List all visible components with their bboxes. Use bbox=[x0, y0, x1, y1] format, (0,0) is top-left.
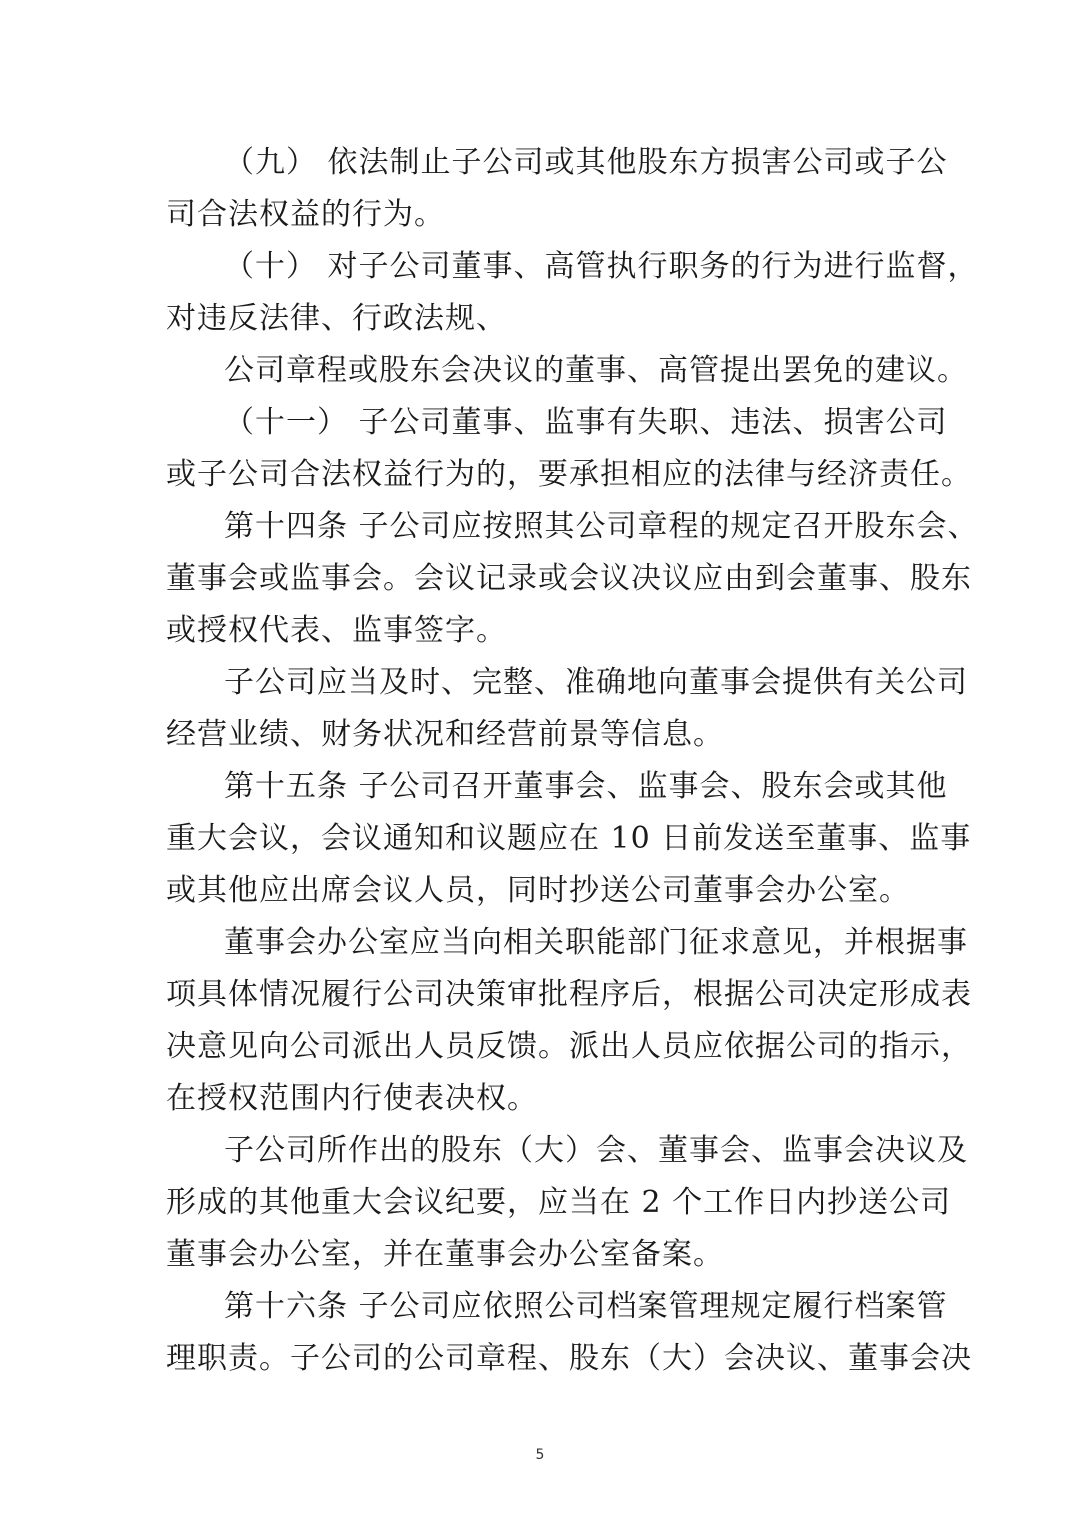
text-line: 第十四条 子公司应按照其公司章程的规定召开股东会、 bbox=[224, 509, 979, 544]
text-line: （九） 依法制止子公司或其他股东方损害公司或子公 bbox=[224, 145, 948, 180]
text-line: 第十六条 子公司应依照公司档案管理规定履行档案管 bbox=[224, 1289, 948, 1324]
text-line: 司合法权益的行为。 bbox=[166, 197, 445, 232]
text-line: 或其他应出席会议人员，同时抄送公司董事会办公室。 bbox=[166, 873, 910, 908]
text-line: 子公司应当及时、完整、准确地向董事会提供有关公司 bbox=[224, 665, 968, 700]
text-line: 理职责。子公司的公司章程、股东（大）会决议、董事会决 bbox=[166, 1341, 972, 1376]
text-line: （十） 对子公司董事、高管执行职务的行为进行监督， bbox=[224, 249, 979, 284]
text-line: 第十五条 子公司召开董事会、监事会、股东会或其他 bbox=[224, 769, 948, 804]
text-line: 形成的其他重大会议纪要，应当在 2 个工作日内抄送公司 bbox=[166, 1185, 952, 1220]
text-line: 董事会办公室，并在董事会办公室备案。 bbox=[166, 1237, 724, 1272]
text-line: 重大会议，会议通知和议题应在 10 日前发送至董事、监事 bbox=[166, 821, 972, 856]
text-line: 子公司所作出的股东（大）会、董事会、监事会决议及 bbox=[224, 1133, 968, 1168]
text-line: 决意见向公司派出人员反馈。派出人员应依据公司的指示， bbox=[166, 1029, 972, 1064]
text-line: （十一） 子公司董事、监事有失职、违法、损害公司 bbox=[224, 405, 948, 440]
text-line: 公司章程或股东会决议的董事、高管提出罢免的建议。 bbox=[224, 353, 968, 388]
text-line: 在授权范围内行使表决权。 bbox=[166, 1081, 538, 1116]
page-number: 5 bbox=[535, 1447, 545, 1463]
text-line: 经营业绩、财务状况和经营前景等信息。 bbox=[166, 717, 724, 752]
text-line: 或授权代表、监事签字。 bbox=[166, 613, 507, 648]
text-line: 项具体情况履行公司决策审批程序后，根据公司决定形成表 bbox=[166, 977, 972, 1012]
text-line: 董事会或监事会。会议记录或会议决议应由到会董事、股东 bbox=[166, 561, 972, 596]
text-line: 董事会办公室应当向相关职能部门征求意见，并根据事 bbox=[224, 925, 968, 960]
text-line: 对违反法律、行政法规、 bbox=[166, 301, 507, 336]
text-line: 或子公司合法权益行为的，要承担相应的法律与经济责任。 bbox=[166, 457, 972, 492]
